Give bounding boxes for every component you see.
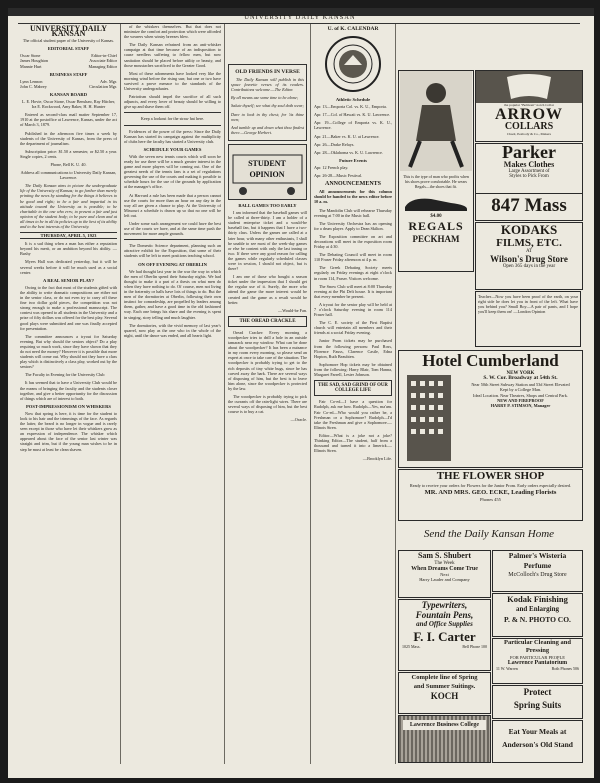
palmer-ad (492, 550, 583, 592)
hotel-address: S. W. Cor. Broadway at 54th St. (483, 375, 558, 382)
protect-line1: Protect (523, 687, 552, 697)
board-members: L. E. Hovie, Oscar Stone, Oscar Benshaw, Ray Hitcher, Ira E. Rockwood, Amy Baker, H. H. Hunter (21, 99, 116, 110)
entered-notice: Entered as second-class mail matter September 17, 1910 at the postoffice at Lawrence, Kansas, under the act of March 3, 1879. (20, 112, 117, 128)
koch-ad (398, 672, 491, 714)
parker-line1: Large Assortment of (508, 169, 550, 174)
student-opinion-banner (228, 144, 307, 200)
sad-grind-text: Fair Co-ed—I have a question for Rudolph, ask me how. Rudolph—Yes, ma'am. Fair Co-ed—Who would you rather be, a Freshman or a Sophomore? Rudolph—I'd take the Freshman and give a Sophomore.—Illinois Siren. (314, 399, 392, 430)
typewriters-phone: Bell Phone 100 (462, 644, 487, 649)
future-events-heading: Future Events (339, 157, 367, 163)
kodak-finishing-ad (492, 593, 583, 637)
schedule-heading: SCHEDULE YOUR GAMES (143, 146, 202, 152)
opinion-title-2: OPINION (249, 169, 285, 179)
comfort-text: This is the type of man who profits when his shoes prove comfortable. He wears Regals—the shoes that fit. (403, 174, 469, 189)
protect-suits-ad (492, 685, 583, 719)
paragraph: Patriotism should impel the sacrifice of all such adjuncts, and every lover of beauty should be willing to give up and shave them off. (124, 94, 221, 110)
shubert-line2: When Dreams Come True (411, 566, 478, 572)
memo: Keep a lookout for the straw hat here. (140, 116, 205, 122)
koch-name: KOCH (430, 691, 459, 701)
typewriters-address: 1025 Mass. (402, 644, 421, 649)
verse-line: By all means use some time to be alone; (231, 95, 299, 101)
business-college-name: Lawrence Business College (403, 720, 486, 730)
cleaning-line3: FOR PARTICULAR PEOPLE (509, 655, 566, 660)
subscription-notice: Subscription price: $1.50 a semester, or $2.50 a year. Single copies, 2 cents. (20, 148, 117, 159)
address-notice: Address all communications to University Daily Kansan, Lawrence. (20, 170, 117, 181)
calendar-item: Apr. 19—College of Emporia vs. K. U., Lawrence. (314, 120, 392, 131)
teacher-joke-text: Teacher—Now you have been proof of the earth, on your right side he does let you in front of the left. What have you behind you? Small Boy—A pair of pants, and I hope you'll keep them on! —London Opinion (478, 294, 578, 314)
announcement: The Greek Debating Society meets regularly on Friday evenings at eight o'clock in room 114, Fraser. Visitors welcome. (314, 265, 392, 281)
arrow-product: COLLARS (504, 121, 554, 132)
cleaning-address: 11 W. Warren (496, 666, 518, 671)
shubert-name: Sam S. Shubert (417, 551, 472, 560)
oread-heading: THE OREAD CRACKLE (228, 316, 307, 327)
athletic-heading: Athletic Schedule (335, 97, 371, 103)
calendar-item: Apr. 13—Emporia Col. vs. K. U., Emporia. (314, 104, 387, 110)
announcements-heading: ANNOUNCEMENTS (324, 181, 381, 188)
typewriters-name: F. I. Carter (413, 629, 476, 644)
calendar-item: Apr. 12 French play. (314, 164, 349, 170)
eat-line2: Anderson's Old Stand (502, 740, 573, 749)
divider (124, 112, 221, 113)
seal-icon (324, 35, 382, 93)
parker-line2: Styles to Pick From (509, 174, 549, 179)
ball-games-heading: BALL GAMES TOO EARLY (238, 202, 297, 208)
verse-line: Dare to look in thy chest; for 'tis thine own; (231, 111, 304, 122)
arrow-collar-ad (475, 70, 583, 142)
calendar-item: Apr. 26-28—Music Festival. (314, 173, 363, 179)
shubert-ad (398, 550, 491, 598)
typewriters-ad (398, 599, 491, 671)
flower-shop-ad (398, 469, 583, 521)
spring-line1: Complete line of Spring (411, 674, 478, 681)
announcement: The University Orchestra has an opening for a drum player. Apply to Dean Skilton. (314, 220, 392, 231)
cleaning-name: Lawrence Pantatorium (507, 660, 568, 666)
kansan-board-heading: KANSAN BOARD (49, 91, 88, 97)
cleaning-line2: Pressing (525, 647, 550, 654)
announcement: The Debating Council will meet in room 110 Fraser Friday afternoon at 4 p. m. (314, 252, 392, 263)
parker-ad (475, 143, 583, 195)
hotel-building-illustration (399, 371, 459, 463)
parker-address-ad (475, 193, 583, 221)
oread-text: Oread Cracker: Every morning a woodpecker tries to drill a hole in an outside tamarack near my window. What can be done about the woodpecker? It has been a nuisance in my room every morning, so please send an expert at once to take care of the situation. The woodpecker is probably trying to get to the rich deposits of tiny white bugs, since he has carved away the bark. There are several ways of disposing of him, but the best is to leave him alone, since the woodpecker is protected by the law. (228, 329, 307, 391)
kodaks-at: AT (525, 249, 533, 254)
kodak-finishing-line1: Kodak Finishing (507, 594, 568, 604)
senior-play-text: Owing to the fact that most of the students gifted with the ability to write dramatic compositions are either not in the senior class, or do not even try to carry off these fine two dollar gold pieces, the competition was not strong enough to make a professional manuscript. The contest was opened to all students in the University and a prize of fifty dollars was offered for the best play. Several good plays were submitted and one was finally accepted for presentation. (20, 284, 117, 331)
calendar-item: Apr. 26—Drake Relays. (314, 141, 355, 147)
flower-text: Ready to receive your orders for Flowers for the Junior Prom. Early orders especially desired. (409, 483, 572, 488)
shoe-man-illustration (400, 71, 472, 171)
phone-notice: Phone, Bell K. U. 40. (50, 161, 87, 167)
palmer-line3: McColloch's Drug Store (508, 572, 567, 578)
column-verse-opinion (228, 24, 307, 769)
paragraph: The dormitories, with the vivid memory of last year's quarrel, now play as the one who in the whole of the night, until the dance was ended, and all hearts light. (124, 322, 221, 338)
collar-illustration (476, 71, 582, 103)
verse-heading: OLD FRIENDS IN VERSE (235, 69, 300, 75)
verse-line: And tumble up and down what thou findest there.—George Herbert. (231, 124, 304, 135)
kodaks-hours: Open 365 days in the year (502, 264, 556, 269)
staff-row: Mannie Hurt Managing Editor (20, 63, 117, 69)
announcement: A tryout for the senior play will be held at 7 o'clock Saturday evening in room 114 Fraser hall. (314, 301, 392, 318)
announcements-intro: All announcements for this column should be handed to the news editor before 10 a. m. (314, 189, 392, 205)
cleaning-phone: Both Phones 506 (551, 666, 579, 671)
paper-title: UNIVERSITY DAILY KANSAN (30, 24, 107, 39)
hotel-text4: NEW AND FIREPROOF (497, 398, 544, 404)
shubert-line1: The Week (434, 561, 455, 566)
typewriters-line2: Fountain Pens, (415, 610, 474, 620)
sad-grind-heading: THE SAD, SAD GRIND OF OUR COLLEGE LIFE (314, 380, 392, 396)
typewriters-line3: and Office Supplies (416, 620, 473, 628)
announcement: Junior Prom tickets may be purchased from the following persons: Paul Ross, Florence Fauss, Clarence Castle, Edna Hopton, Ruth Beaubien. (314, 338, 392, 359)
column-divider (310, 24, 311, 764)
hotel-text2: Kept by a College Man. (499, 387, 542, 393)
whiskers-text: Now that spring is here, it is time for the student to look to his hair and the trimmings of the face. As regards the latter, the beard is no longer in vogue and is rarely seen except in those who have let their whiskers grow as an expression of independence. The whisker which appeared about the face of the senior last winter was straight and trim, but if the young man wishes to be in step he must at least be clean shaven. (20, 410, 117, 452)
hotel-manager: HARRY P. STIMSON, Manager (490, 403, 551, 409)
shubert-line4: Harry Lauder and Company (419, 577, 470, 582)
dateline: THURSDAY, APRIL 5, 1923 (20, 232, 117, 239)
collar-icon (477, 71, 581, 103)
hotel-text1: Near 50th Street Subway Station and 53d Street Elevated (471, 381, 570, 387)
regals-store: PECKHAM (412, 234, 460, 244)
published-notice: Published in the afternoon five times a week by students of the University of Kansas, from the press of the department of journalism. (20, 130, 117, 146)
announcement: The Mandolin Club will rehearse Thursday evening at 7:00 in the Music hall. (314, 207, 392, 218)
ball-games-text: I am informed that the baseball games will be called at three-thirty. I am a holder of a student enterprise ticket and a would-be baseball fan, but it happens that I have a two-thirty class. Unless the games are called at a later hour, with many other enthusiasts, I shall be unable to see most of the week-day games or else be content with only the last inning or two. If there were any good reason for calling the games while regularly scheduled classes were in session, I should not object, but is there? (228, 210, 307, 272)
paper-subtitle: The official student paper of the University of Kansas. (22, 38, 115, 44)
university-seal (314, 34, 392, 94)
eat-line1: Eat Your Meals at (508, 727, 567, 736)
anderson-ad (492, 720, 583, 763)
motto: The Daily Kansan aims to picture the undergraduate life of the University of Kansas; to go further than merely printing the news by standing for the things it believes to be good and right; to be a fair and impartial in its attitude toward the University as is possible; to be charitable to the one who errs; to present a fair and just opinion of the student body; to be pure and clean and at all times to be in all its policies up to the best of its ability and to the best interests of the University. (20, 183, 117, 229)
hotel-cumberland-ad (398, 350, 583, 468)
column-divider (120, 24, 121, 764)
editor-joke: Editor—What is a joke not a joke? Thinking Editor—The student, half from a thousand and turned it into a limerick.—Illinois Siren. (314, 432, 392, 454)
teacher-joke (475, 291, 581, 347)
opinion-title: STUDENT (248, 158, 286, 168)
column-editorial (20, 24, 117, 769)
calendar-item: Apr. 28—Oklahoma vs. K. U. Lawrence. (314, 149, 383, 155)
parker-sub: Makes Clothes (503, 160, 555, 169)
regals-name: REGALS (408, 219, 464, 233)
calendar-item: Apr. 21—Baker vs. K. U. at Lawrence. (314, 133, 380, 139)
oberlin-heading: ON OFF EVENING AT OBERLIN (138, 261, 207, 267)
quote: It is a sad thing when a man has either a reputation beyond his merit, or an ambition beyond his ability. —Bushy (20, 241, 117, 257)
parker-address: 847 Mass (491, 195, 567, 216)
ball-games-text-2: I am one of those who bought a season ticket under the impression that I should get the regular use of it. Surely, the more who attend the game the more interest would be created and the game as a result would be better. (228, 274, 307, 305)
hotel-text3: Ideal Location. Near Theatres, Shops and Central Park. (473, 392, 568, 398)
senior-play-text-2: The committee announces a tryout for Saturday evening. But why should the seniors object? Do a play requiring so much work, since they have shown that they do not need the money? However it is possible that more students will come out. Why should not they have a class play which is distinctively a class play, worked out by the seniors? (20, 333, 117, 370)
announcement: Sophomore Hop tickets may be obtained from the following: Harry Blair, Tom Hanna, Margaret Farrell, Lester Johnson. (314, 361, 392, 378)
paragraph: Evidences of the power of the press: Since the Daily Kansan has started its campaign against the multiplicity of clubs here the faculty has started a University club. (124, 128, 221, 144)
oread-signature: —Oracle. (290, 417, 307, 423)
paragraph: At Harvard a rule has been made that a person cannot use the courts for more than an hour on any day in the way all are given a chance to play. At the University of Missouri a schedule is drawn up so that no one will be left out. (124, 192, 221, 218)
column-calendar (314, 24, 392, 769)
shubert-line3: Next (440, 572, 449, 577)
verse-intro: The Daily Kansan will publish in this space favorite verses of its readers. Contributions welcome.—The Editor. (231, 77, 304, 93)
staff-row: James Houghton Associate Editor (20, 58, 117, 64)
calendar-item: Apr. 17—Col. of Hawaii vs. K. U. Lawrence. (314, 112, 391, 118)
flower-heading: THE FLOWER SHOP (436, 470, 545, 482)
paragraph: We had thought last year in the war the way in which the men of Oberlin spend their Saturday nights. We had thought to make it a part of a thesis on what men do when they have nothing to do. Of course, men not living in the fraternity or halls have lots of things to do. But the men of the dormitories at Oberlin, following their own instinct for comradeship, are propelled by leaders among them, gather, and have a good time in the old fashioned way. Each one brings his share and the evening is spent in singing, story telling and much laughter. (124, 268, 221, 320)
kodaks-store: Wilson's Drug Store (490, 254, 568, 264)
paragraph: The Domestic Science department, planning such an attractive exhibit for the Exposition, that some of their students will be left to meet positions teaching school. (124, 243, 221, 259)
paragraph: With the seven new tennis courts which will soon be ready for use there will be a much greater interest in the game and more players will be coming out. One of the greatest needs of the tennis fans is a set of regulations governing the use of the courts and making it possible to schedule hours for the use of the grounds by application at the manager's office. (124, 153, 221, 190)
kodaks-line1: KODAKS (500, 222, 558, 237)
business-staff-heading: BUSINESS STAFF (49, 71, 88, 77)
column-editorial-2 (124, 24, 221, 769)
paragraph: of the whiskers themselves. But that does not minimize the comfort and protection which were afforded the wearers when wintry breezes blew. (124, 24, 221, 40)
arrow-maker: Cluett, Peabody & Co., Makers (506, 132, 552, 136)
calendar-heading: U. of K. CALENDAR (327, 26, 379, 32)
palmer-line1: Palmer's Wisteria (508, 551, 567, 560)
regals-price: $4.00 (430, 214, 442, 219)
announcement: The Snow Club will meet at 8:00 Thursday evening at the Phi Delt house. It is important that every member be present. (314, 283, 392, 299)
arrow-brand: ARROW (494, 106, 564, 123)
hotel-city: NEW YORK (506, 371, 535, 376)
announcement: The Exposition committee on art and decorations will meet in the exposition room Friday at 4:30. (314, 233, 392, 250)
send-home-banner: Send the Daily Kansan Home (423, 528, 555, 540)
palmer-line2: Perfume (523, 561, 552, 570)
faculty-heading: The Faculty in Evening for the University Club (25, 372, 105, 378)
parker-name: Parker (502, 143, 556, 162)
paragraph: The Daily Kansan refrained from an anti-whisker campaign at that time because of an indisposition to cause needless suffering to fellow men, but now sanitation should be placed before utility or beauty, and those moustaches sacrificed to the Greater Good. (124, 42, 221, 68)
verse-line: Salute thyself; see what thy soul doth wear; (231, 103, 304, 109)
hotel-name: Hotel Cumberland (422, 351, 559, 370)
paragraph: Most of these adornments have looked very like the morning wind before the rising sun; but one or two have survived a prove menace to the standards of the University undergraduates. (124, 70, 221, 92)
faculty-text: It has seemed that to have a University Club would be the means of bringing the faculty and the students closer together, and give a better opportunity for the discussion of things which are of interest to both. (20, 380, 117, 401)
kodaks-line2: FILMS, ETC. (496, 237, 562, 249)
column-divider (395, 24, 396, 764)
comment: Myers Hall was dedicated yesterday, but it will be several weeks before it will be much used as a social center. (20, 259, 117, 275)
flower-phone: Phones 455 (480, 497, 501, 502)
editorial-staff-heading: EDITORIAL STAFF (47, 46, 90, 52)
staff-row: Oscar Stone Editor-in-Chief (20, 53, 117, 59)
verse-box (228, 64, 307, 141)
protect-line2: Spring Suits (513, 700, 562, 710)
flower-names: MR. AND MRS. GEO. ECKE, Leading Florists (424, 489, 557, 496)
announcement: The C. E. society of the First Baptist church will entertain all members and their friends at a social Friday evening. (314, 320, 392, 336)
spring-line2: and Summer Suitings. (413, 683, 476, 690)
divider (124, 125, 221, 126)
kodak-finishing-line2: and Enlarging (516, 605, 559, 613)
oread-text-2: The woodpecker is probably trying to pick the currants off the rain-light wires. There are several ways of disposing of him, but the best course is to buy a cat. (228, 394, 307, 415)
student-opinion-illustration (229, 145, 306, 197)
business-college-ad (398, 715, 491, 763)
comfort-shoe-ad (398, 70, 474, 272)
senior-play-heading: A REAL SENIOR PLAY? (42, 277, 94, 283)
column-divider (224, 24, 225, 764)
whiskers-heading: POST-IMPRESSIONISM ON WHISKERS (25, 403, 111, 409)
typewriters-line1: Typewriters, (421, 600, 468, 610)
divider (124, 239, 221, 240)
kodak-finishing-line3: P. & N. PHOTO CO. (504, 615, 571, 624)
kodaks-ad (475, 222, 583, 290)
collar-tag: the popular "Belmont" notch Collar (504, 103, 554, 107)
shoe-icon (401, 191, 471, 213)
paragraph: Under some such arrangement we could have the best use of the courts we have, and at the same time push the movement for more ample grounds. (124, 221, 221, 237)
pantatorium-ad (492, 638, 583, 684)
staff-row: John C. Mabrey Circulation Mgr. (20, 83, 117, 89)
cleaning-line1: Particular Cleaning and (503, 639, 572, 646)
editor-joke-signature: —Brooklyn Life. (362, 456, 392, 462)
masthead: UNIVERSITY DAILY KANSAN (244, 14, 356, 21)
ball-games-signature: —Would-be Fan. (278, 307, 307, 313)
staff-row: Lynn Lennon Adv. Mgr. (20, 78, 117, 84)
